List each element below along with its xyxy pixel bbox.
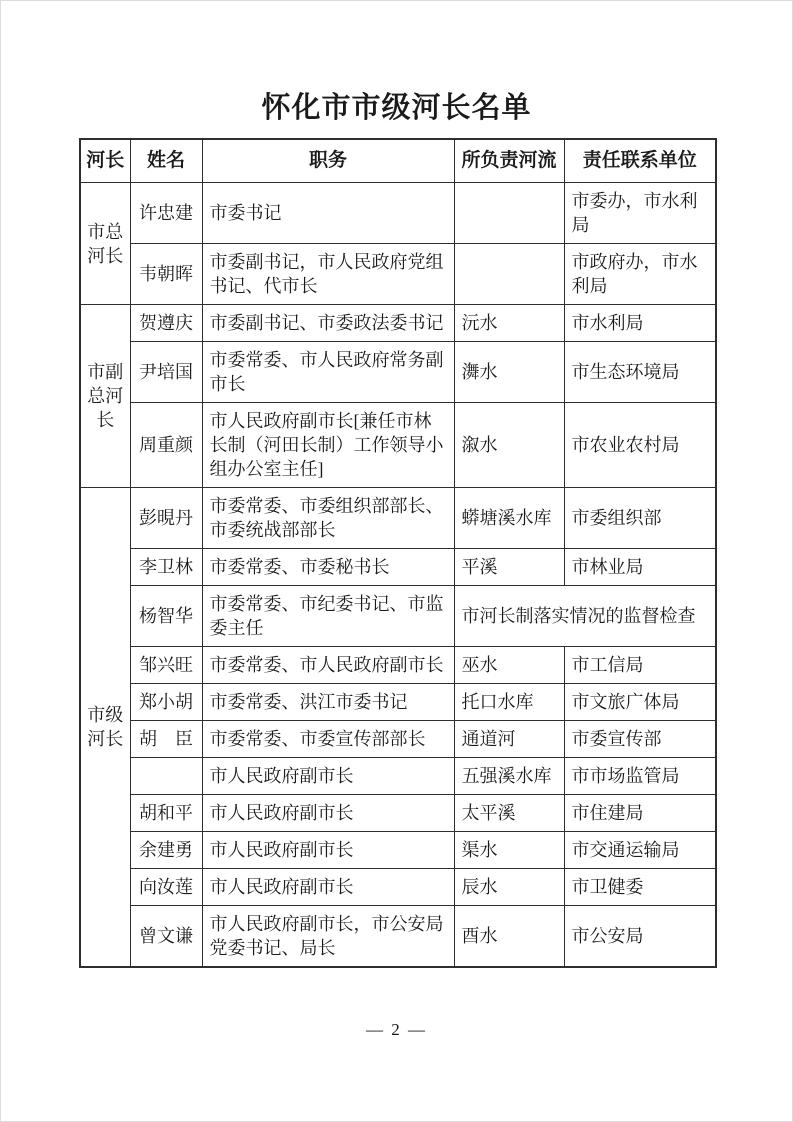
unit-cell: 市委宣传部 [564,721,716,758]
river-cell: 太平溪 [454,795,564,832]
name-cell: 杨智华 [130,586,202,647]
position-cell: 市委副书记，市人民政府党组书记、代市长 [202,244,454,305]
river-cell: 渠水 [454,832,564,869]
name-cell: 邹兴旺 [130,647,202,684]
river-chief-table-body [80,183,716,968]
table-row [80,403,716,488]
table-row [80,869,716,906]
unit-cell: 市工信局 [564,647,716,684]
name-cell: 周重颜 [130,403,202,488]
unit-cell: 市生态环境局 [564,342,716,403]
name-cell: 许忠建 [130,183,202,244]
position-cell: 市人民政府副市长，市公安局党委书记、局长 [202,906,454,968]
group-label-cell: 市总河长 [80,183,130,305]
river-cell: 巫水 [454,647,564,684]
position-cell: 市人民政府副市长 [202,869,454,906]
page-number: — 2 — [366,1020,427,1039]
unit-cell: 市市场监管局 [564,758,716,795]
table-row [80,795,716,832]
position-cell: 市委常委、洪江市委书记 [202,684,454,721]
merged-scope-cell: 市河长制落实情况的监督检查 [454,586,716,647]
table-row [80,586,716,647]
table-header [80,139,716,183]
unit-cell: 市政府办，市水利局 [564,244,716,305]
unit-cell: 市文旅广体局 [564,684,716,721]
river-cell: 托口水库 [454,684,564,721]
table-row [80,647,716,684]
river-cell: 酉水 [454,906,564,968]
name-cell: 曾文谦 [130,906,202,968]
name-cell: 李卫林 [130,549,202,586]
river-cell [454,183,564,244]
name-cell [130,758,202,795]
unit-cell: 市林业局 [564,549,716,586]
name-cell: 贺遵庆 [130,305,202,342]
unit-cell: 市住建局 [564,795,716,832]
group-label-cell: 市级河长 [80,488,130,968]
name-cell: 郑小胡 [130,684,202,721]
river-cell: 辰水 [454,869,564,906]
header-row [80,139,716,183]
unit-cell: 市水利局 [564,305,716,342]
column-header-position: 职务 [202,139,454,183]
column-header-chief-level: 河长 [80,139,130,183]
table-row [80,305,716,342]
position-cell: 市委副书记、市委政法委书记 [202,305,454,342]
river-cell: 平溪 [454,549,564,586]
position-cell: 市委常委、市委组织部部长、市委统战部部长 [202,488,454,549]
unit-cell: 市公安局 [564,906,716,968]
name-cell: 向汝莲 [130,869,202,906]
table-row [80,906,716,968]
table-row [80,758,716,795]
position-cell: 市人民政府副市长 [202,832,454,869]
table-row [80,684,716,721]
unit-cell: 市农业农村局 [564,403,716,488]
river-cell: 五强溪水库 [454,758,564,795]
position-cell: 市委常委、市委秘书长 [202,549,454,586]
river-cell [454,244,564,305]
table-row [80,721,716,758]
position-cell: 市委书记 [202,183,454,244]
river-cell: 通道河 [454,721,564,758]
unit-cell: 市交通运输局 [564,832,716,869]
name-cell: 尹培国 [130,342,202,403]
table-row [80,488,716,549]
table-row [80,832,716,869]
unit-cell: 市委组织部 [564,488,716,549]
position-cell: 市委常委、市纪委书记、市监委主任 [202,586,454,647]
table-row [80,183,716,244]
page-title: 怀化市市级河长名单 [261,92,532,124]
river-cell: 㵲水 [454,342,564,403]
name-cell: 余建勇 [130,832,202,869]
name-cell: 胡 臣 [130,721,202,758]
unit-cell: 市委办，市水利局 [564,183,716,244]
position-cell: 市委常委、市委宣传部部长 [202,721,454,758]
column-header-river: 所负责河流 [454,139,564,183]
river-chiefs-table [79,138,717,968]
position-cell: 市人民政府副市长[兼任市林长制（河田长制）工作领导小组办公室主任] [202,403,454,488]
name-cell: 韦朝晖 [130,244,202,305]
position-cell: 市人民政府副市长 [202,795,454,832]
river-cell: 溆水 [454,403,564,488]
group-label-cell: 市副总河长 [80,305,130,488]
position-cell: 市委常委、市人民政府副市长 [202,647,454,684]
unit-cell: 市卫健委 [564,869,716,906]
river-cell: 沅水 [454,305,564,342]
position-cell: 市委常委、市人民政府常务副市长 [202,342,454,403]
table-row [80,549,716,586]
column-header-unit: 责任联系单位 [564,139,716,183]
name-cell: 彭晛丹 [130,488,202,549]
river-cell: 蟒塘溪水库 [454,488,564,549]
table-row [80,244,716,305]
column-header-name: 姓名 [130,139,202,183]
name-cell: 胡和平 [130,795,202,832]
position-cell: 市人民政府副市长 [202,758,454,795]
table-row [80,342,716,403]
